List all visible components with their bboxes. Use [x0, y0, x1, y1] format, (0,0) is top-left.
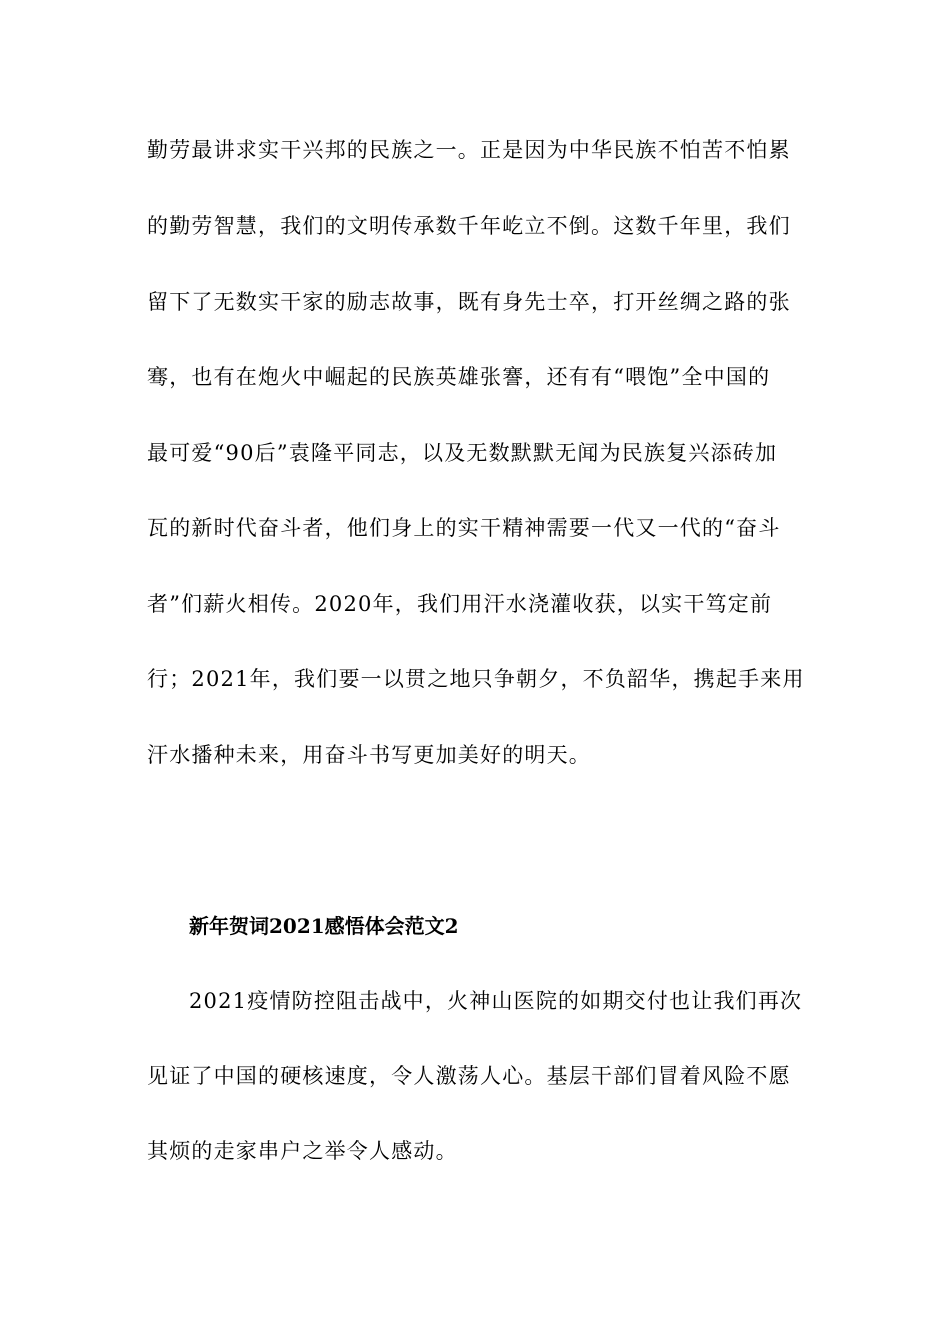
paragraph-line-7: 者”们薪火相传。2020年，我们用汗水浇灌收获，以实干笃定前 [147, 592, 773, 616]
section-heading: 新年贺词2021感悟体会范文2 [189, 914, 459, 938]
section-line-1: 2021疫情防控阻击战中，火神山医院的如期交付也让我们再次 [189, 989, 803, 1013]
paragraph-line-5: 最可爱“90后”袁隆平同志，以及无数默默无闻为民族复兴添砖加 [147, 441, 778, 465]
paragraph-line-6: 瓦的新时代奋斗者，他们身上的实干精神需要一代又一代的“奋斗 [147, 516, 781, 540]
paragraph-line-9: 汗水播种未来，用奋斗书写更加美好的明天。 [147, 743, 591, 767]
paragraph-line-4: 骞，也有在炮火中崛起的民族英雄张謇，还有有“喂饱”全中国的 [147, 365, 771, 389]
paragraph-line-8: 行；2021年，我们要一以贯之地只争朝夕，不负韶华，携起手来用 [147, 667, 805, 691]
section-line-2: 见证了中国的硬核速度，令人激荡人心。基层干部们冒着风险不愿 [147, 1064, 791, 1088]
section-line-3: 其烦的走家串户之举令人感动。 [147, 1139, 458, 1163]
paragraph-line-2: 的勤劳智慧，我们的文明传承数千年屹立不倒。这数千年里，我们 [147, 214, 791, 238]
paragraph-line-3: 留下了无数实干家的励志故事，既有身先士卒，打开丝绸之路的张 [147, 290, 791, 314]
paragraph-line-1: 勤劳最讲求实干兴邦的民族之一。正是因为中华民族不怕苦不怕累 [147, 138, 791, 162]
